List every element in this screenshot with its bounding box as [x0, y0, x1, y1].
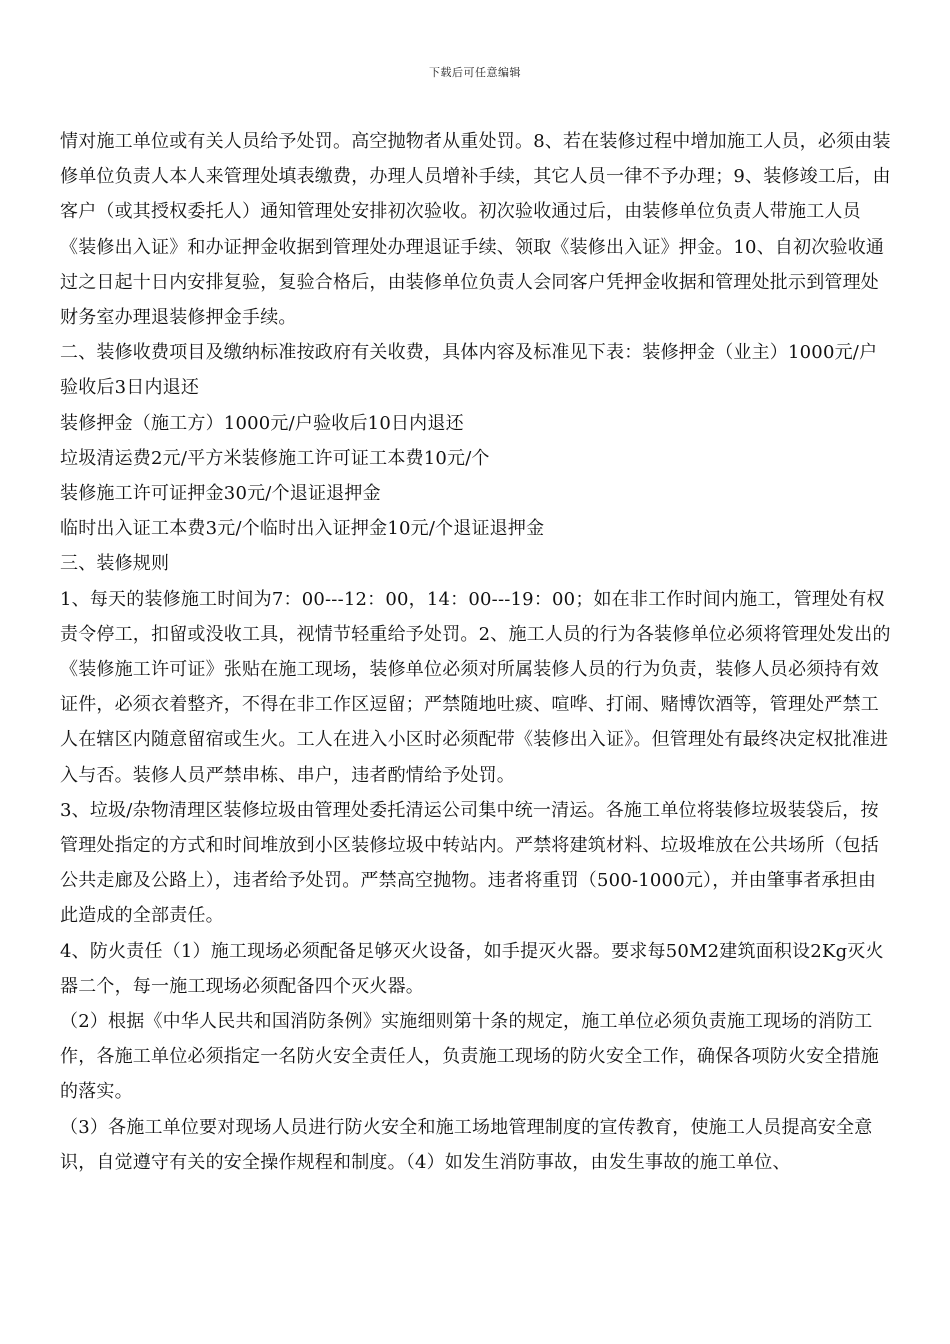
page-header: 下载后可任意编辑 [429, 66, 521, 79]
paragraph-permit-deposit: 装修施工许可证押金30元/个退证退押金 [60, 483, 381, 505]
paragraph-garbage-clearing: 3、垃圾/杂物清理区装修垃圾由管理处委托清运公司集中统一清运。各施工单位将装修垃圾装袋后，按管理处指定的方式和时间堆放到小区装修垃圾中转站内。严禁将建筑材料、垃圾堆放在公共场所（包括公共走廊及公路上），违者给予处罚。严禁高空抛物。违者将重罚（500-1000元），并由肇事者承担由此造成的全部责任。 [60, 799, 879, 927]
paragraph-penalty-and-acceptance: 情对施工单位或有关人员给予处罚。高空抛物者从重处罚。8、若在装修过程中增加施工人员，必须由装修单位负责人本人来管理处填表缴费，办理人员增补手续，其它人员一律不予办理；9、装修竣工后，由客户（或其授权委托人）通知管理处安排初次验收。初次验收通过后，由装修单位负责人带施工人员《装修出入证》和办证押金收据到管理处办理退证手续、领取《装修出入证》押金。10、自初次验收通过之日起十日内安排复验，复验合格后，由装修单位负责人会同客户凭押金收据和管理处批示到管理处财务室办理退装修押金手续。 [60, 131, 891, 329]
section-heading-rules: 三、装修规则 [60, 553, 170, 575]
paragraph-garbage-fee: 垃圾清运费2元/平方米装修施工许可证工本费10元/个 [60, 447, 490, 469]
document-body [60, 124, 894, 1180]
paragraph-contractor-deposit: 装修押金（施工方）1000元/户验收后10日内退还 [60, 412, 464, 434]
paragraph-fee-standards: 二、装修收费项目及缴纳标准按政府有关收费，具体内容及标准见下表：装修押金（业主）1000元/户验收后3日内退还 [60, 342, 878, 399]
paragraph-fire-regulation: （2）根据《中华人民共和国消防条例》实施细则第十条的规定，施工单位必须负责施工现场的消防工作，各施工单位必须指定一名防火安全责任人，负责施工现场的防火安全工作，确保各项防火安全措施的落实。 [60, 1011, 879, 1103]
paragraph-fire-education: （3）各施工单位要对现场人员进行防火安全和施工场地管理制度的宣传教育，使施工人员提高安全意识，自觉遵守有关的安全操作规程和制度。（4）如发生消防事故，由发生事故的施工单位、 [60, 1116, 873, 1173]
paragraph-fire-responsibility: 4、防火责任（1）施工现场必须配备足够灭火设备，如手提灭火器。要求每50M2建筑面积设2Kg灭火器二个，每一施工现场必须配备四个灭火器。 [60, 940, 884, 997]
paragraph-temporary-pass-fee: 临时出入证工本费3元/个临时出入证押金10元/个退证退押金 [60, 518, 545, 540]
paragraph-work-hours-and-conduct: 1、每天的装修施工时间为7：00---12：00，14：00---19：00；如在非工作时间内施工，管理处有权责令停工，扣留或没收工具，视情节轻重给予处罚。2、施工人员的行为各装修单位必须将管理处发出的《装修施工许可证》张贴在施工现场，装修单位必须对所属装修人员的行为负责，装修人员必须持有效证件，必须衣着整齐，不得在非工作区逗留；严禁随地吐痰、喧哗、打闹、赌博饮酒等，管理处严禁工人在辖区内随意留宿或生火。工人在进入小区时必须配带《装修出入证》。但管理处有最终决定权批准进入与否。装修人员严禁串栋、串户，违者酌情给予处罚。 [60, 588, 891, 786]
